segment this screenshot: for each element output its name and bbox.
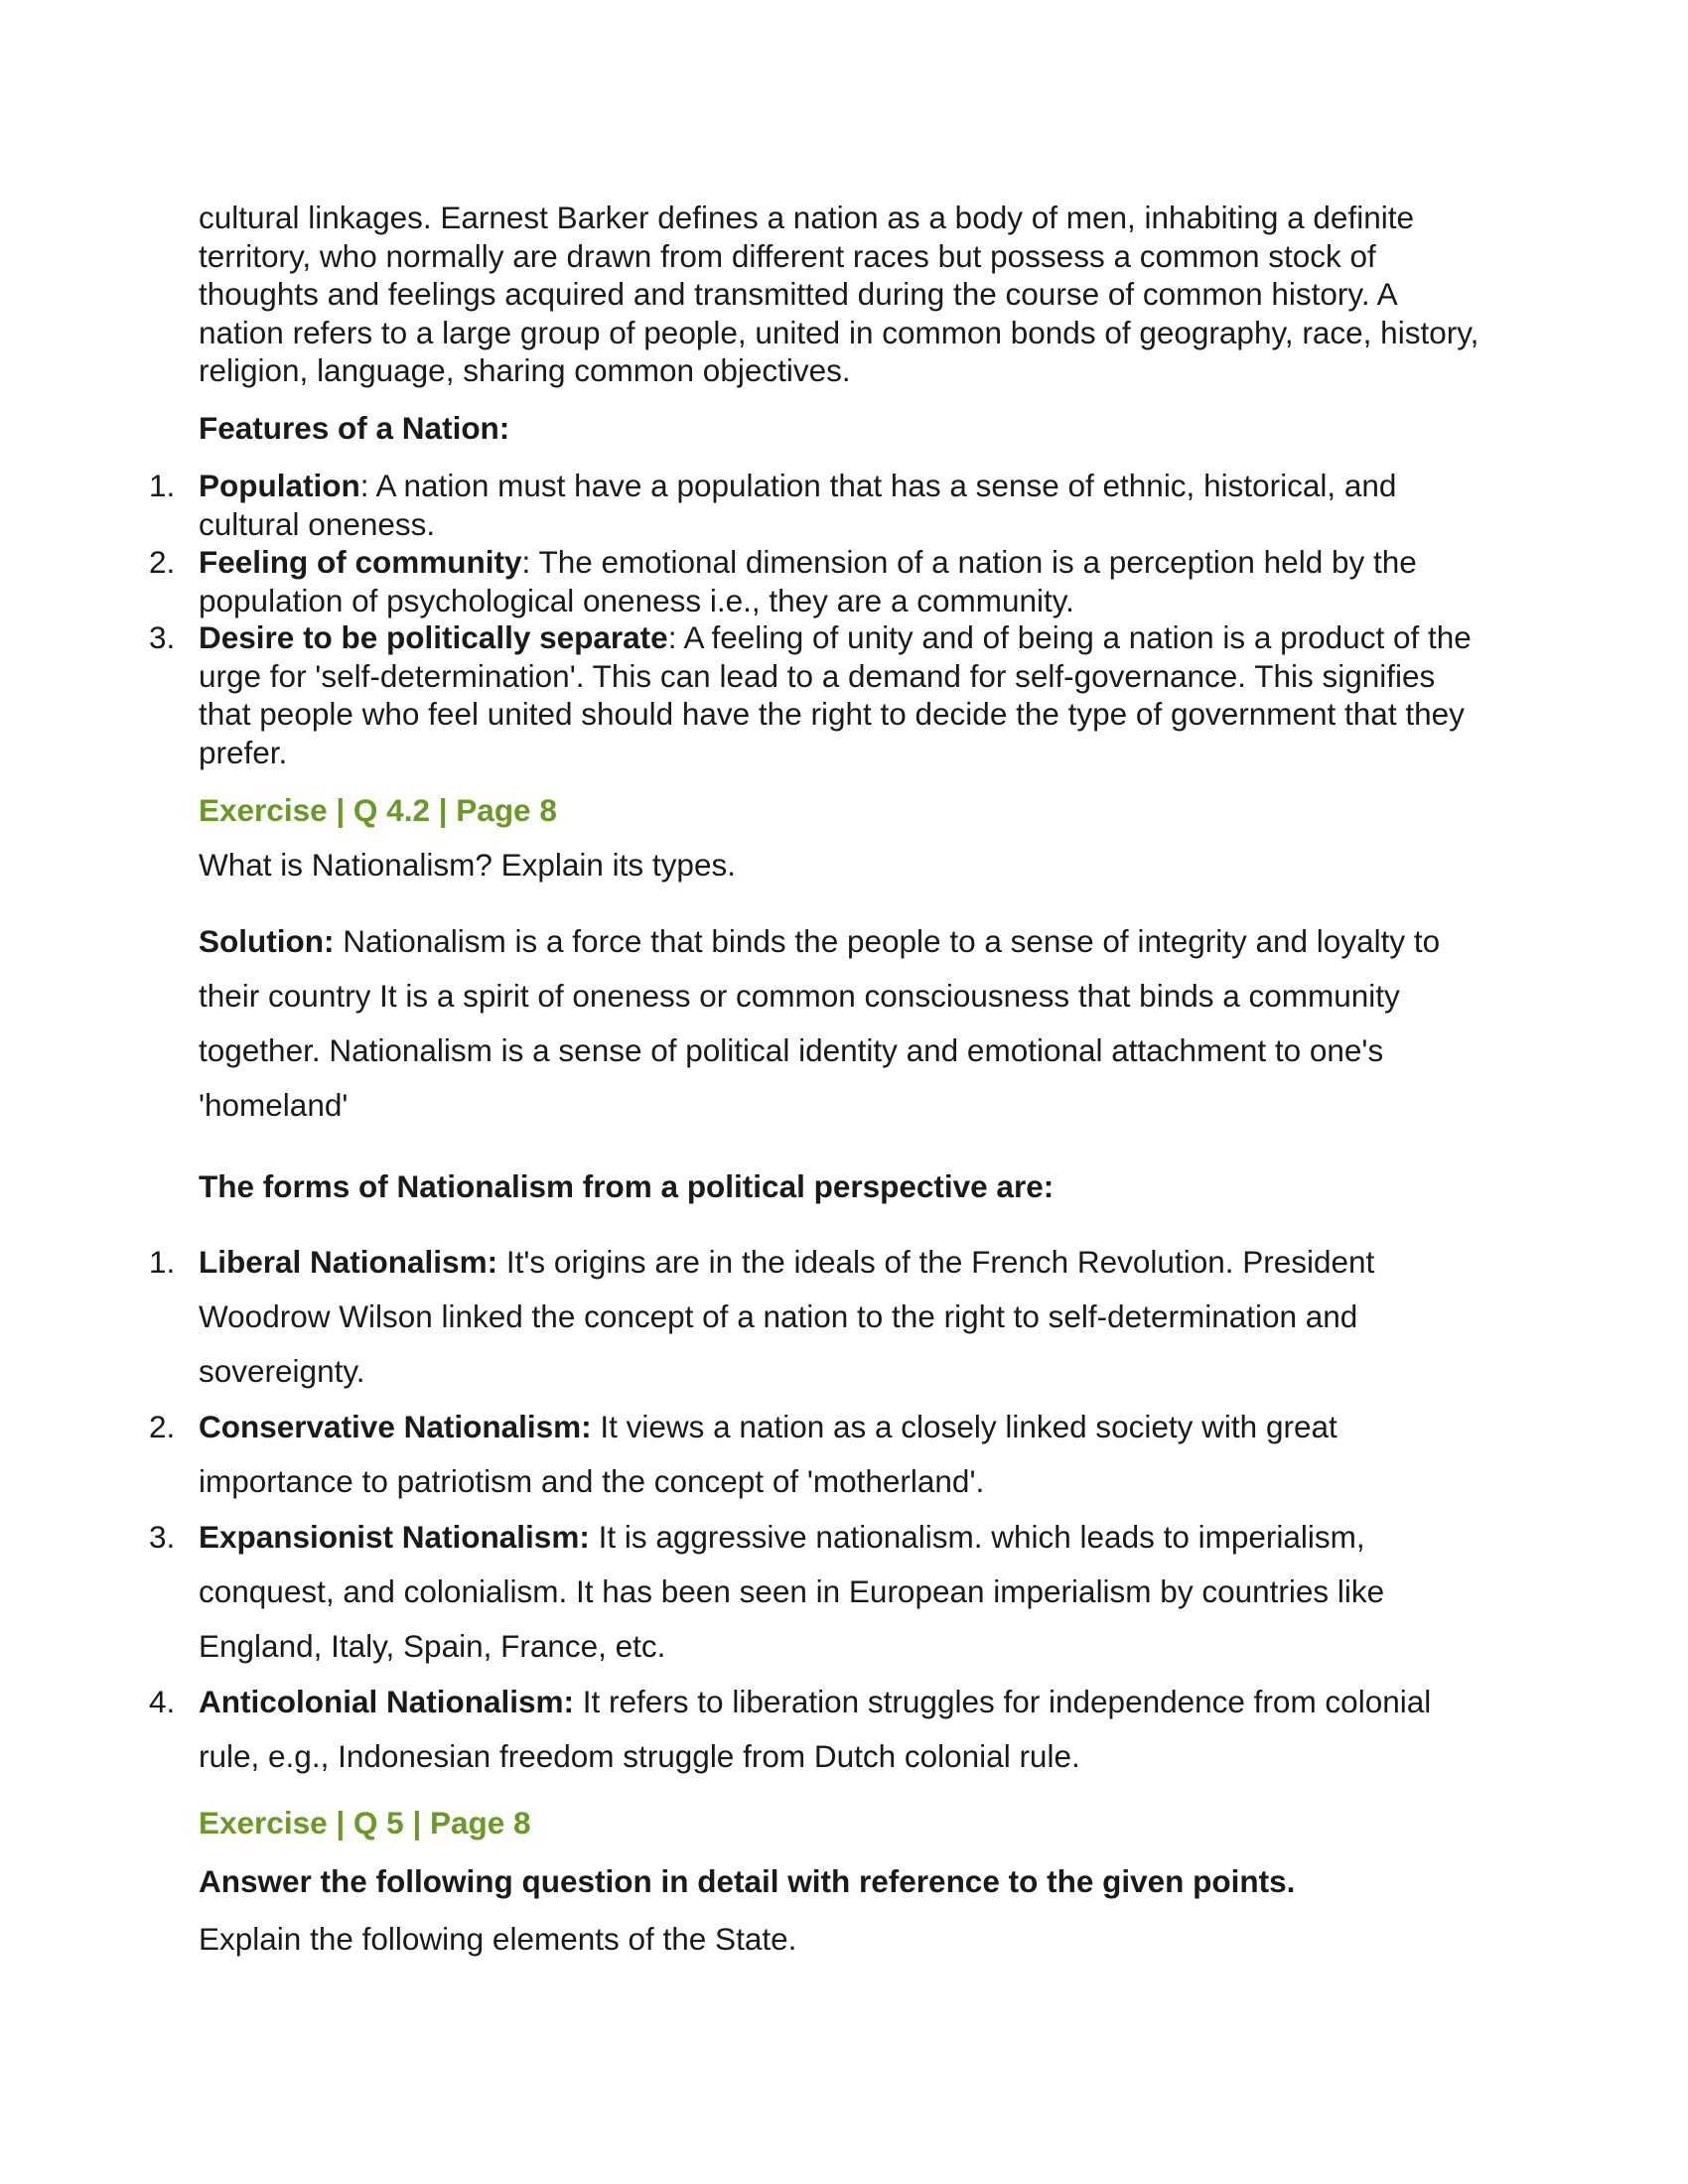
list-text: It views a nation as a closely linked society with great importance to patriotism and the concept of 'motherland'. bbox=[199, 1409, 1337, 1499]
list-text: : A nation must have a population that has a sense of ethnic, historical, and cultural oneness. bbox=[199, 468, 1397, 542]
list-item bbox=[149, 1400, 1489, 1509]
list-number: 3. bbox=[149, 1519, 176, 1555]
list-text: It refers to liberation struggles for independence from colonial rule, e.g., Indonesian freedom struggle from Dutch colonial rule. bbox=[199, 1684, 1432, 1774]
list-text: It's origins are in the ideals of the French Revolution. President Woodrow Wilson linked the concept of a nation to the right to self-determination and sovereignty. bbox=[199, 1244, 1375, 1389]
list-item bbox=[149, 467, 1489, 543]
list-item bbox=[149, 543, 1489, 619]
list-term: Desire to be politically separate bbox=[199, 619, 668, 655]
list-number: 1. bbox=[149, 468, 176, 503]
list-text: : A feeling of unity and of being a nation is a product of the urge for 'self-determination'. This can lead to a demand for self-governance. This signifies that people who feel united should have the right to decide the type of government that they prefer. bbox=[199, 619, 1472, 770]
list-number: 4. bbox=[149, 1684, 176, 1719]
list-text: : The emotional dimension of a nation is a perception held by the population of psychological oneness i.e., they are a community. bbox=[199, 544, 1417, 618]
intro-paragraph: cultural linkages. Earnest Barker defines a nation as a body of men, inhabiting a definite territory, who normally are drawn from different races but possess a common stock of thoughts and feelings acquired and transmitted during the course of common history. A nation refers to a large group of people, united in common bonds of geography, race, history, religion, language, sharing common objectives. bbox=[199, 200, 1479, 389]
list-number: 3. bbox=[149, 619, 176, 655]
list-item bbox=[149, 1675, 1489, 1784]
solution-text: Nationalism is a force that binds the people to a sense of integrity and loyalty to their country It is a spirit of oneness or common consciousness that binds a community together. Nationalism is a sense of political identity and emotional attachment to one's 'homeland' bbox=[199, 923, 1441, 1123]
solution-label: Solution: bbox=[199, 923, 335, 959]
list-text: It is aggressive nationalism. which leads to imperialism, conquest, and colonialism. It has been seen in European imperialism by countries like England, Italy, Spain, France, etc. bbox=[199, 1519, 1385, 1664]
list-item bbox=[149, 1510, 1489, 1674]
list-term: Conservative Nationalism: bbox=[199, 1409, 592, 1444]
forms-heading: The forms of Nationalism from a political perspective are: bbox=[199, 1168, 1055, 1204]
features-heading: Features of a Nation: bbox=[199, 410, 510, 446]
solution-paragraph bbox=[199, 914, 1489, 1133]
list-term: Feeling of community bbox=[199, 544, 522, 580]
list-item bbox=[149, 1235, 1489, 1399]
exercise-heading: Exercise | Q 4.2 | Page 8 bbox=[199, 792, 557, 828]
list-term: Anticolonial Nationalism: bbox=[199, 1684, 575, 1719]
question-text: Explain the following elements of the State. bbox=[199, 1921, 797, 1957]
list-term: Liberal Nationalism: bbox=[199, 1244, 498, 1280]
list-term: Population bbox=[199, 468, 360, 503]
list-number: 2. bbox=[149, 544, 176, 580]
list-number: 1. bbox=[149, 1244, 176, 1280]
question-heading: Answer the following question in detail with reference to the given points. bbox=[199, 1863, 1296, 1899]
list-item bbox=[149, 618, 1489, 771]
list-term: Expansionist Nationalism: bbox=[199, 1519, 590, 1555]
list-number: 2. bbox=[149, 1409, 176, 1444]
exercise-heading: Exercise | Q 5 | Page 8 bbox=[199, 1805, 531, 1841]
question-text: What is Nationalism? Explain its types. bbox=[199, 847, 736, 883]
